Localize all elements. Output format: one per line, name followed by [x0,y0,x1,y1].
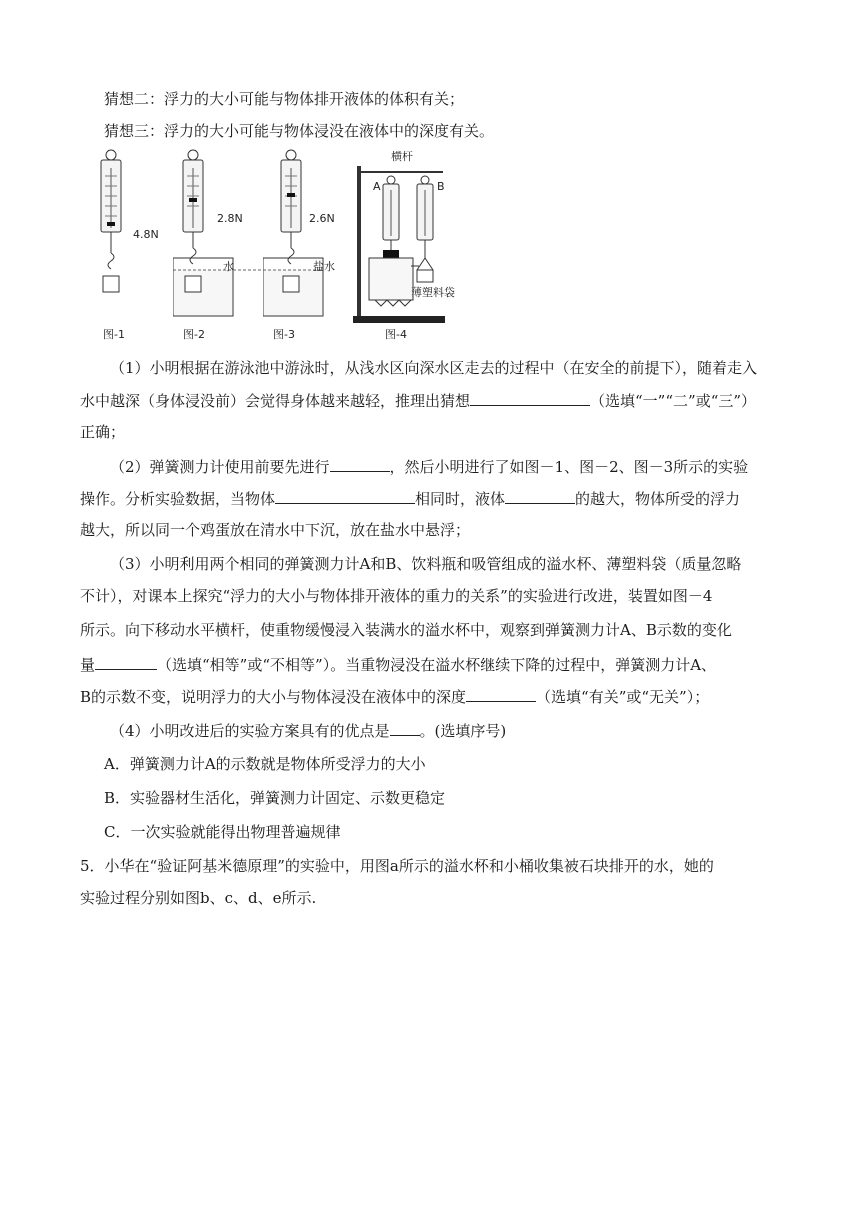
q3-text-c: B的示数不变，说明浮力的大小与物体浸没在液体中的深度 [80,688,467,706]
hypothesis-2: 猜想二：浮力的大小可能与物体排开液体的体积有关； [104,90,465,108]
q3-blank-1[interactable] [95,654,157,670]
figure-4 [353,148,463,338]
figure-3-liquid: 盐水 [313,260,335,273]
q2-blank-2[interactable] [275,488,415,504]
q2-text-e: 的越大，物体所受的浮力 [575,490,741,508]
q3-line-1: （3）小明利用两个相同的弹簧测力计A和B、饮料瓶和吸管组成的溢水杯、薄塑料袋（质量忽略 [110,555,742,573]
q1-answer-blank[interactable] [470,390,590,406]
option-a: A．弹簧测力计A的示数就是物体所受浮力的大小 [104,755,426,773]
q3-line-2: 不计），对课本上探究“浮力的大小与物体排开液体的重力的关系”的实验进行改进，装置如图－4 [80,587,713,605]
figure-4-meter-a: A [373,180,381,193]
figure-4-bag-label: 薄塑料袋 [411,286,455,299]
q2-blank-1[interactable] [330,456,390,472]
figure-1-caption: 图-1 [103,328,125,341]
q2-blank-3[interactable] [505,488,575,504]
q4-text-a: （4）小明改进后的实验方案具有的优点是 [110,722,390,740]
q3-line-4 [80,654,716,675]
q1-text-b: （选填“一”“二”或“三”） [590,392,757,410]
q3-text-a: 量 [80,656,96,674]
q2-line-2 [80,488,740,509]
q2-line-1 [110,456,748,477]
figure-2-reading: 2.8N [217,212,243,225]
figure-4-meter-b: B [437,180,445,193]
q2-text-a: （2）弹簧测力计使用前要先进行 [110,458,330,476]
q4-blank[interactable] [390,720,420,736]
figure-4-caption: 图-4 [385,328,407,341]
figure-2-liquid: 水 [223,260,234,273]
q3-blank-2[interactable] [466,686,536,702]
q5-line-2: 实验过程分别如图b、c、d、e所示. [80,889,317,907]
q4-text-b: 。(选填序号) [419,722,507,740]
q3-text-d: （选填“有关”或“无关”）； [536,688,710,706]
q2-text-c: 操作。分析实验数据，当物体 [80,490,276,508]
hypothesis-3: 猜想三：浮力的大小可能与物体浸没在液体中的深度有关。 [104,122,495,140]
figure-2-caption: 图-2 [183,328,205,341]
figure-1 [95,148,165,338]
experiment-figures [95,148,465,341]
option-c: C．一次实验就能得出物理普遍规律 [104,823,341,841]
q1-line-3: 正确； [80,423,126,441]
q5-line-1: 5．小华在“验证阿基米德原理”的实验中，用图a所示的溢水杯和小桶收集被石块排开的水，她的 [80,857,714,875]
option-b: B．实验器材生活化，弹簧测力计固定、示数更稳定 [104,789,446,807]
q1-line-2 [80,390,756,411]
figure-1-reading: 4.8N [133,228,159,241]
q2-text-b: ，然后小明进行了如图－1、图－2、图－3所示的实验 [389,458,749,476]
q2-line-3: 越大，所以同一个鸡蛋放在清水中下沉，放在盐水中悬浮； [80,521,471,539]
q3-line-3: 所示。向下移动水平横杆，使重物缓慢浸入装满水的溢水杯中，观察到弹簧测力计A、B示数的变化 [80,621,732,639]
q3-line-5 [80,686,709,707]
level-guide [233,148,353,338]
q3-text-b: （选填“相等”或“不相等”）。当重物浸没在溢水杯继续下降的过程中，弹簧测力计A、 [157,656,717,674]
figure-3-caption: 图-3 [273,328,295,341]
q1-line-1: （1）小明根据在游泳池中游泳时，从浅水区向深水区走去的过程中（在安全的前提下），随着走入 [110,359,758,377]
figure-3-reading: 2.6N [309,212,335,225]
q2-text-d: 相同时，液体 [415,490,506,508]
figure-4-bar-label: 横杆 [391,150,413,163]
q1-text-a: 水中越深（身体浸没前）会觉得身体越来越轻，推理出猜想 [80,392,471,410]
q4-line-1 [110,720,506,741]
